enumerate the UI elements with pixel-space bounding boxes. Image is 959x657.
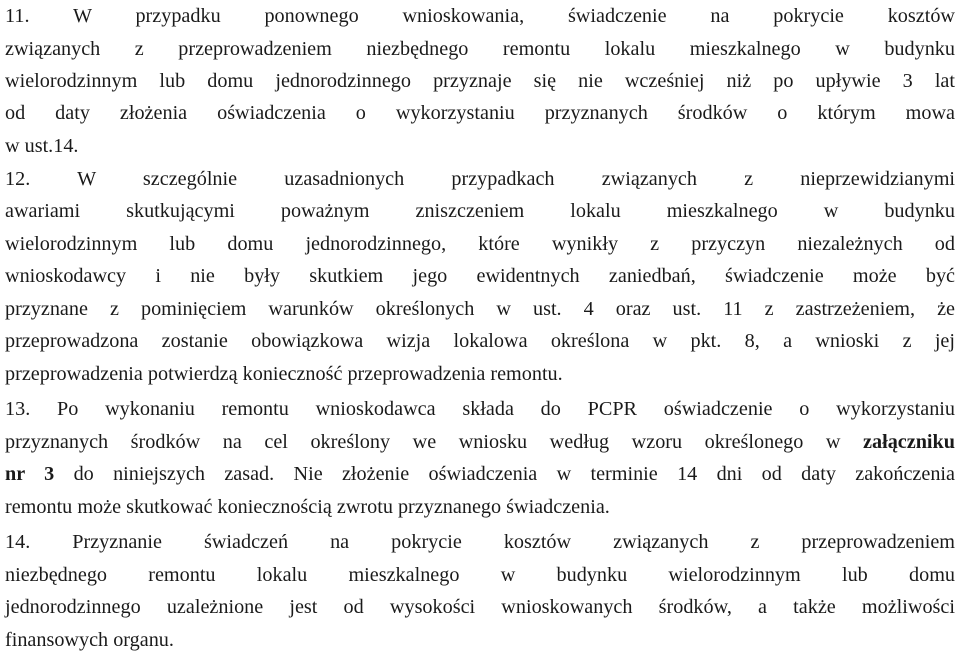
paragraph-13-number: 13. (5, 398, 31, 420)
paragraph-11-line-2: związanych z przeprowadzeniem niezbędnego remontu lokalu mieszkalnego w budynku (5, 38, 955, 60)
paragraph-13-line-1: 13. Po wykonaniu remontu wnioskodawca składa do PCPR oświadczenie o wykorzystaniu (5, 398, 955, 420)
attachment-reference: załączniku (863, 431, 955, 453)
paragraph-11-line-3: wielorodzinnym lub domu jednorodzinnego przyznaje się nie wcześniej niż po upływie 3 lat (5, 70, 955, 92)
paragraph-12-line-7: przeprowadzenia potwierdzą konieczność przeprowadzenia remontu. (5, 363, 563, 385)
attachment-number: nr 3 (5, 463, 55, 485)
paragraph-12-number: 12. (5, 168, 31, 190)
paragraph-14-line-3: jednorodzinnego uzależnione jest od wysokości wnioskowanych środków, a także możliwości (5, 596, 955, 618)
paragraph-14-line-2: niezbędnego remontu lokalu mieszkalnego w budynku wielorodzinnym lub domu (5, 564, 955, 586)
paragraph-13-line-2: przyznanych środków na cel określony we wniosku według wzoru określonego w załączniku (5, 431, 955, 453)
paragraph-14-number: 14. (5, 531, 31, 553)
paragraph-12-line-5: przyznane z pominięciem warunków określonych w ust. 4 oraz ust. 11 z zastrzeżeniem, że (5, 298, 955, 320)
paragraph-12-line-1: 12. W szczególnie uzasadnionych przypadkach związanych z nieprzewidzianymi (5, 168, 956, 190)
paragraph-14-line-4: finansowych organu. (5, 629, 174, 651)
paragraph-11-line-5: w ust.14. (5, 135, 79, 157)
paragraph-11-number: 11. (5, 5, 30, 27)
paragraph-11-line-1: 11. W przypadku ponownego wnioskowania, świadczenie na pokrycie kosztów (5, 5, 955, 27)
paragraph-12-line-3: wielorodzinnym lub domu jednorodzinnego, które wynikły z przyczyn niezależnych od (5, 233, 955, 255)
paragraph-12-line-6: przeprowadzona zostanie obowiązkowa wizja lokalowa określona w pkt. 8, a wnioski z jej (5, 330, 955, 352)
paragraph-12-line-4: wnioskodawcy i nie były skutkiem jego ewidentnych zaniedbań, świadczenie może być (5, 265, 955, 287)
paragraph-13-line-3: nr 3 do niniejszych zasad. Nie złożenie oświadczenia w terminie 14 dni od daty zakończenia (5, 463, 955, 485)
paragraph-13-line-4: remontu może skutkować koniecznością zwrotu przyznanego świadczenia. (5, 496, 610, 518)
paragraph-11-line-4: od daty złożenia oświadczenia o wykorzystaniu przyznanych środków o którym mowa (5, 102, 955, 124)
paragraph-14-line-1: 14. Przyznanie świadczeń na pokrycie kosztów związanych z przeprowadzeniem (5, 531, 955, 553)
paragraph-12-line-2: awariami skutkującymi poważnym zniszczeniem lokalu mieszkalnego w budynku (5, 200, 955, 222)
